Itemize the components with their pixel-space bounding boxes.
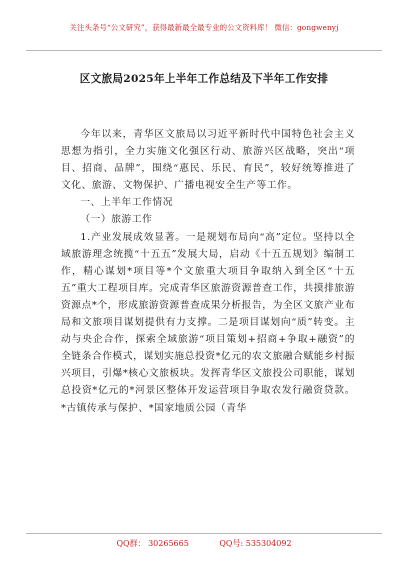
qq-group-number: QQ群： 30265665 [116, 539, 189, 548]
promo-banner: 关注头条号“公文研究”，获得最新最全最专业的公文资料库！ 微信：gongwenyj [69, 23, 339, 32]
document-body [61, 126, 355, 417]
qq-account-number: QQ号: 535304092 [219, 539, 292, 548]
footer-contacts [0, 538, 408, 549]
subsection-heading: （一）旅游工作 [80, 214, 153, 226]
item-paragraph: 1.产业发展成效显著。一是规划布局向“高”定位。坚持以全域旅游理念统揽“十五五”发展大局，启动《十五五规划》编制工作，精心谋划*项目等*个文旅重大项目争取纳入到全区“十五五”重大工程项目库。完成青华区旅游资源普查工作，共摸排旅游资源点*个，形成旅游资源普查成果分析报告，为全区文旅产业布局和文旅项目谋划提供有力支撑。二是项目谋划向“质”转变。主动与央企合作，探索全域旅游“项目策划+招商+争取+融资”的全链条合作模式，谋划实施总投资*亿元的农文旅融合赋能乡村振兴项目，引爆*核心文旅板块。发挥青华区文旅投公司职能，谋划总投资*亿元的*河景区整体开发运营项目争取农发行融资贷款。*古镇传承与保护、*国家地质公园（青华 [61, 231, 355, 414]
footer-divider [26, 533, 382, 534]
document-title: 区文旅局2025年上半年工作总结及下半年工作安排 [79, 73, 329, 85]
header-divider [26, 50, 382, 51]
section-heading: 一、上半年工作情况 [80, 197, 173, 209]
intro-paragraph: 今年以来，青华区文旅局以习近平新时代中国特色社会主义思想为指引，全力实施文化强区行动、旅游兴区战略，突出“项目、招商、品牌”，围绕“惠民、乐民、育民”，较好统筹推进了文化、旅游、文物保护、广播电视安全生产等工作。 [61, 129, 355, 192]
